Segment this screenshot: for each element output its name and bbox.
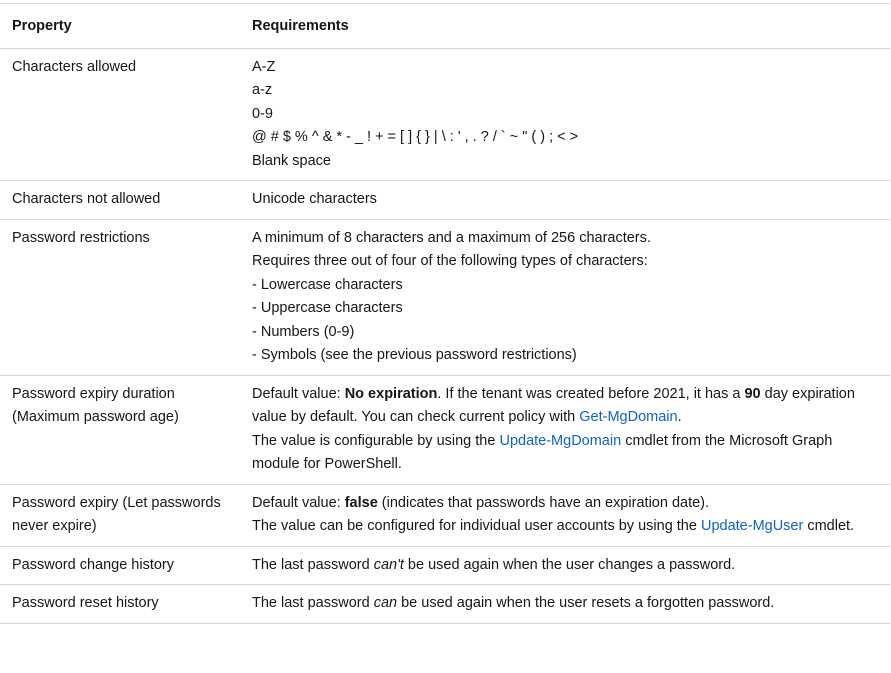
property-cell: Password expiry duration (Maximum password age) xyxy=(0,375,240,484)
allowed-uppercase: A-Z xyxy=(252,58,276,75)
requirements-cell xyxy=(240,375,890,484)
complexity-requirement: Requires three out of four of the following types of characters: xyxy=(252,253,648,269)
requirements-table xyxy=(0,3,890,624)
length-requirement: A minimum of 8 characters and a maximum of 256 characters. xyxy=(252,229,651,246)
allowed-lowercase: a-z xyxy=(252,82,273,98)
table-row xyxy=(0,48,890,181)
allowed-digits: 0-9 xyxy=(252,105,273,122)
configurable-paragraph: The value can be configured for individual user accounts by using the Update-MgUser cmdlet. xyxy=(252,518,855,534)
default-value-paragraph: Default value: No expiration. If the tenant was created before 2021, it has a 90 day expiration value by default. You can check current policy with Get-MgDomain. xyxy=(252,385,855,425)
property-cell: Password reset history xyxy=(0,585,240,624)
property-cell: Password restrictions xyxy=(0,219,240,375)
table-row xyxy=(0,546,890,585)
requirements-cell: Unicode characters xyxy=(240,181,890,220)
table-header-row xyxy=(0,4,890,49)
table-row xyxy=(0,181,890,220)
list-item: - Lowercase characters xyxy=(252,276,403,293)
property-cell: Password change history xyxy=(0,546,240,585)
table-row xyxy=(0,219,890,375)
update-mgdomain-link[interactable]: Update-MgDomain xyxy=(499,432,622,449)
list-item: - Numbers (0-9) xyxy=(252,323,355,340)
requirements-cell: The last password can be used again when the user resets a forgotten password. xyxy=(240,585,890,624)
property-cell: Password expiry (Let passwords never expire) xyxy=(0,484,240,546)
get-mgdomain-link[interactable]: Get-MgDomain xyxy=(579,409,678,425)
requirements-cell: The last password can't be used again when the user changes a password. xyxy=(240,546,890,585)
configurable-paragraph: The value is configurable by using the Update-MgDomain cmdlet from the Microsoft Graph module for PowerShell. xyxy=(252,432,833,472)
allowed-blank-space: Blank space xyxy=(252,152,331,169)
table-row xyxy=(0,484,890,546)
requirements-cell xyxy=(240,219,890,375)
property-cell: Characters allowed xyxy=(0,48,240,181)
requirements-cell xyxy=(240,48,890,181)
allowed-symbols: @ # $ % ^ & * - _ ! + = [ ] { } | \ : ' , . ? / ` ~ " ( ) ; < > xyxy=(252,129,579,145)
update-mguser-link[interactable]: Update-MgUser xyxy=(700,518,804,534)
column-header-property: Property xyxy=(0,4,240,49)
list-item: - Uppercase characters xyxy=(252,300,403,316)
list-item: - Symbols (see the previous password restrictions) xyxy=(252,347,577,363)
requirements-cell xyxy=(240,484,890,546)
table-row xyxy=(0,585,890,624)
property-cell: Characters not allowed xyxy=(0,181,240,220)
table-row xyxy=(0,375,890,484)
column-header-requirements: Requirements xyxy=(240,4,890,49)
default-value-paragraph: Default value: false (indicates that passwords have an expiration date). xyxy=(252,494,710,511)
